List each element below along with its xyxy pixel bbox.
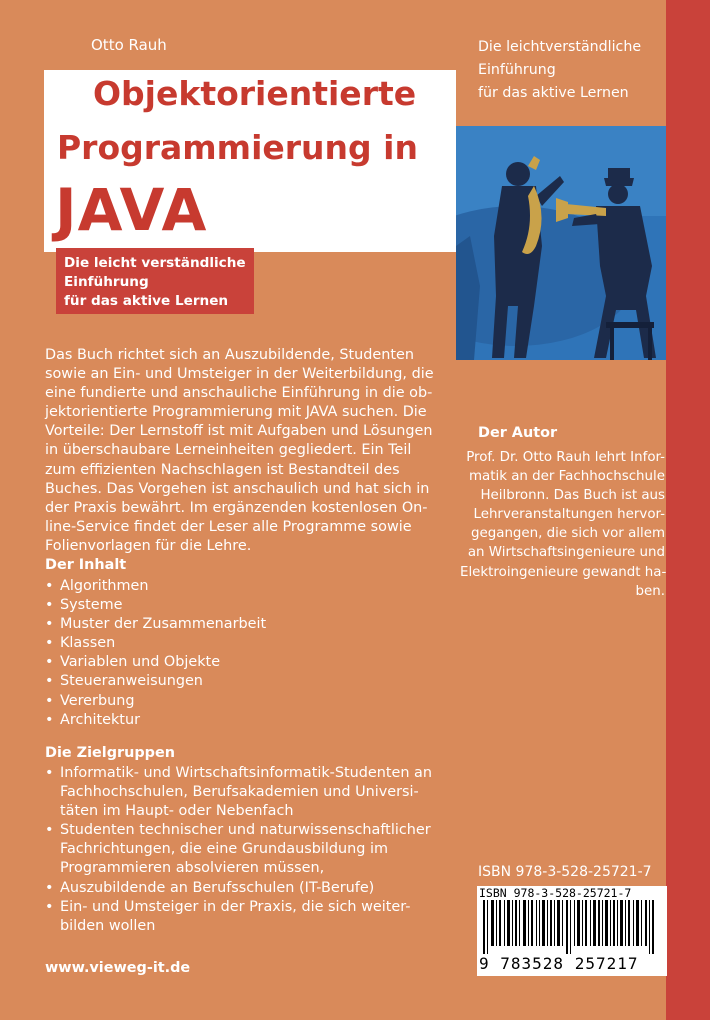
bullet-icon: • (45, 692, 54, 709)
inhalt-list (45, 577, 266, 730)
list-item: • Klassen (45, 634, 266, 653)
autor-line: ben. (635, 583, 665, 599)
subtitle-line: Die leicht verständliche (64, 255, 246, 271)
list-item: • Informatik- und Wirtschaftsinformatik-Studenten an Fachhochschulen, Berufsakademien und Universi- täten im Haupt- oder Nebenfach (45, 765, 432, 820)
autor-line: Heilbronn. Das Buch ist aus (480, 488, 665, 504)
bullet-icon: • (45, 616, 54, 633)
zielgruppen-list (45, 764, 432, 936)
list-item: • Systeme (45, 596, 266, 615)
description-line: zum effizienten Nachschlagen ist Bestandteil des (45, 461, 400, 478)
autor-line: Lehrveranstaltungen hervor- (473, 507, 665, 523)
subtitle-box (56, 248, 254, 314)
bullet-icon: • (45, 673, 54, 690)
barcode-number: 9 783528 257217 (479, 954, 639, 973)
list-item: • Architektur (45, 711, 266, 730)
tagline-line: für das aktive Lernen (478, 85, 629, 101)
musicians-illustration (456, 126, 666, 360)
description (45, 346, 445, 556)
title-line-2: Programmierung in (57, 128, 418, 167)
subtitle-line: Einführung (64, 274, 149, 290)
title-box (44, 70, 456, 252)
bullet-icon: • (45, 711, 54, 728)
tagline-line: Die leichtverständliche (478, 39, 642, 55)
description-line: Das Buch richtet sich an Auszubildende, Studenten (45, 347, 414, 363)
barcode-isbn: ISBN 978-3-528-25721-7 (479, 886, 632, 900)
list-item: • Steueranweisungen (45, 672, 266, 691)
bullet-icon: • (45, 765, 54, 781)
description-line: in überschaubare Lerneinheiten gegliedert. Ein Teil (45, 442, 412, 459)
description-line: Buches. Das Vorgehen ist anschaulich und hat sich in (45, 480, 430, 497)
barcode-bars (483, 900, 661, 954)
cover-photo (456, 126, 666, 360)
autor-line: matik an der Fachhochschule (468, 469, 665, 485)
list-item: • Variablen und Objekte (45, 653, 266, 672)
inhalt-heading: Der Inhalt (45, 557, 127, 573)
description-line: Vorteile: Der Lernstoff ist mit Aufgaben und Lösungen (45, 423, 433, 440)
bullet-icon: • (45, 635, 54, 652)
list-item: • Algorithmen (45, 577, 266, 596)
bullet-icon: • (45, 578, 54, 594)
list-item: • Vererbung (45, 692, 266, 711)
author-name: Otto Rauh (91, 36, 167, 54)
description-line: line-Service findet der Leser alle Programme sowie (45, 518, 412, 535)
barcode (477, 886, 667, 976)
tagline-line: Einführung (478, 62, 556, 78)
isbn-label: ISBN 978-3-528-25721-7 (478, 864, 652, 880)
autor-line: Prof. Dr. Otto Rauh lehrt Infor- (466, 450, 665, 465)
description-line: jektorientierte Programmierung mit JAVA suchen. Die (45, 404, 427, 421)
autor-text (460, 448, 665, 601)
bullet-icon: • (45, 822, 54, 839)
bullet-icon: • (45, 879, 54, 896)
description-line: der Praxis bewährt. Im ergänzenden kostenlosen On- (45, 499, 428, 516)
bullet-icon: • (45, 597, 54, 614)
website-link[interactable]: www.vieweg-it.de (45, 960, 191, 976)
description-line: sowie an Ein- und Umsteiger in der Weiterbildung, die (45, 366, 434, 383)
title-line-1: Objektorientierte (93, 74, 417, 113)
autor-line: an Wirtschaftsingenieure und (467, 545, 665, 561)
bullet-icon: • (45, 898, 54, 915)
list-item: • Ein- und Umsteiger in der Praxis, die sich weiter- bilden wollen (45, 898, 411, 934)
description-line: Folienvorlagen für die Lehre. (45, 537, 252, 554)
autor-heading: Der Autor (478, 425, 558, 441)
description-line: eine fundierte und anschauliche Einführung in die ob- (45, 385, 433, 402)
autor-line: gegangen, die sich vor allem (471, 526, 665, 542)
autor-line: Elektroingenieure gewandt ha- (460, 564, 667, 580)
bullet-icon: • (45, 654, 54, 671)
tagline (478, 36, 678, 105)
list-item: • Muster der Zusammenarbeit (45, 615, 266, 634)
zielgruppen-heading: Die Zielgruppen (45, 745, 175, 761)
list-item: • Studenten technischer und naturwissenschaftlicher Fachrichtungen, die eine Grundausbildung im Programmieren absolvieren müssen, (45, 822, 431, 877)
subtitle-line: für das aktive Lernen (64, 293, 229, 309)
title-line-3: JAVA (55, 176, 208, 244)
list-item: • Auszubildende an Berufsschulen (IT-Berufe) (45, 879, 432, 898)
